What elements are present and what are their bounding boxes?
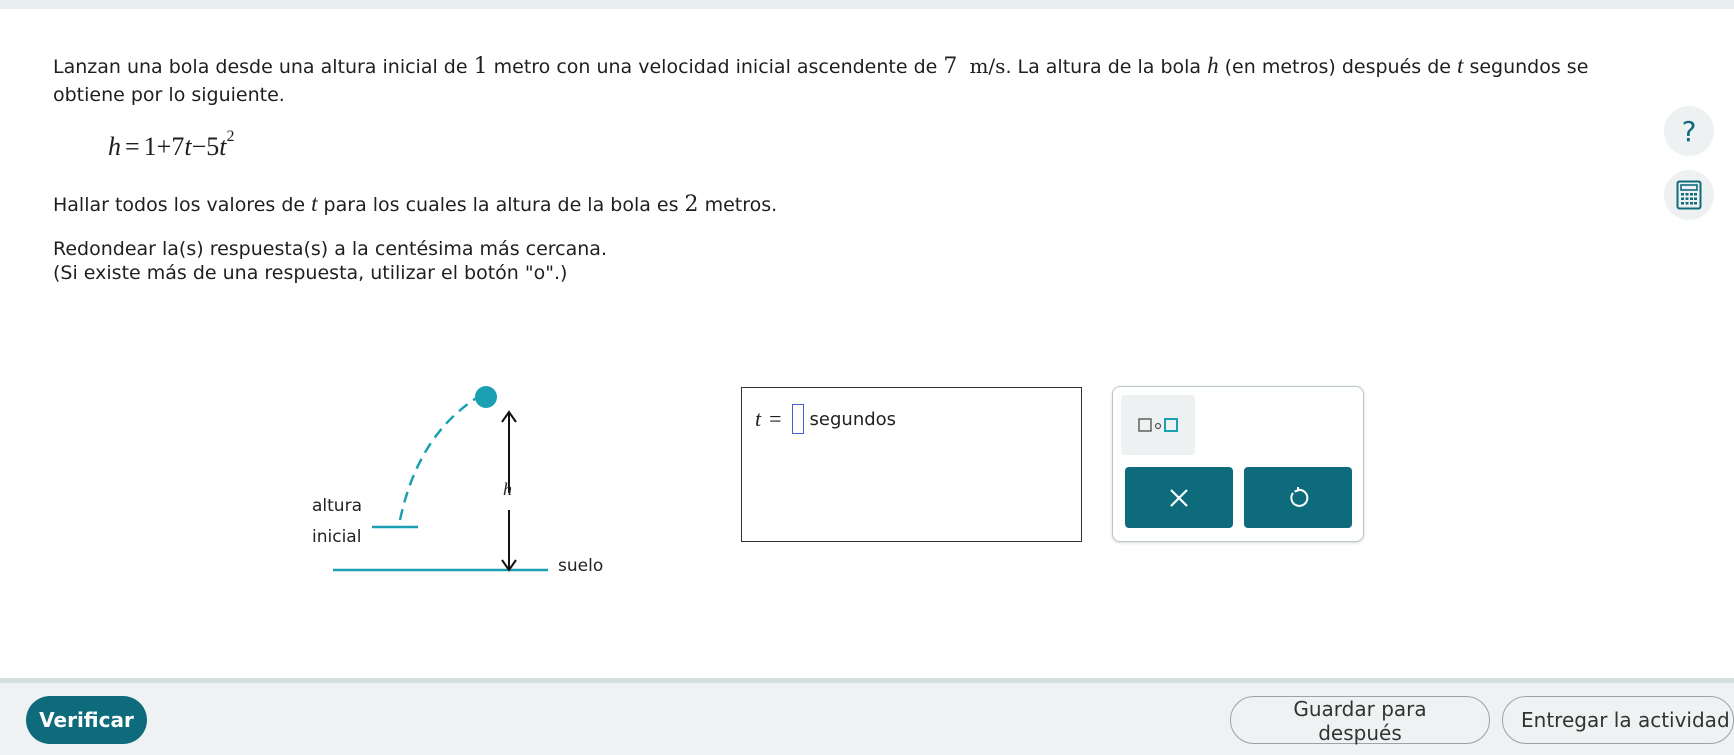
- verify-button[interactable]: Verificar: [26, 696, 147, 744]
- top-bar: [0, 0, 1734, 9]
- answer-unit: segundos: [809, 408, 897, 430]
- problem-text: (en metros) después de: [1218, 56, 1458, 78]
- calculator-button[interactable]: [1664, 170, 1714, 220]
- label-ground: suelo: [558, 556, 604, 576]
- trajectory-illustration: [300, 375, 630, 585]
- ball: [475, 386, 497, 408]
- undo-icon: [1286, 486, 1310, 510]
- initial-height-value: 1: [473, 54, 488, 79]
- calculator-icon: [1676, 180, 1702, 210]
- problem-text: . La altura de la bola: [1005, 56, 1208, 78]
- formula-lhs: h: [108, 132, 121, 161]
- formula-term: t: [219, 132, 227, 161]
- variable-h: h: [1207, 53, 1219, 78]
- variable-t: t: [1457, 53, 1464, 78]
- submit-activity-button[interactable]: Entregar la actividad: [1502, 696, 1734, 744]
- formula-term: t: [184, 132, 192, 161]
- question-text: metros.: [698, 194, 778, 216]
- question-text: para los cuales la altura de la bola es: [317, 194, 685, 216]
- help-icon: ?: [1681, 114, 1697, 148]
- label-initial-height: altura: [312, 496, 362, 516]
- problem-text: metro con una velocidad inicial ascendente de: [487, 56, 944, 78]
- clear-button[interactable]: [1125, 467, 1233, 528]
- formula-term: 1+7: [143, 132, 185, 161]
- undo-button[interactable]: [1244, 467, 1352, 528]
- formula-equals: =: [125, 132, 140, 161]
- ball-diagram: [300, 375, 630, 585]
- instructions: [53, 237, 607, 285]
- height-formula: [108, 128, 235, 162]
- answer-input[interactable]: [792, 404, 804, 434]
- answer-variable: t: [755, 406, 762, 431]
- problem-statement: [53, 52, 1613, 109]
- instruction-line: (Si existe más de una respuesta, utilizar el botón "o".): [53, 262, 568, 284]
- problem-text: Lanzan una bola desde una altura inicial de: [53, 56, 474, 78]
- answer-equals: =: [769, 406, 782, 431]
- answer-line: [755, 404, 896, 434]
- trajectory-path: [400, 397, 478, 520]
- formula-exponent: 2: [226, 128, 235, 146]
- question-text: Hallar todos los valores de: [53, 194, 312, 216]
- save-for-later-button[interactable]: Guardar para después: [1230, 696, 1490, 744]
- help-button[interactable]: [1664, 106, 1714, 156]
- velocity-unit: m/s: [969, 54, 1006, 78]
- answer-area: [741, 387, 1082, 542]
- or-button[interactable]: [1121, 395, 1195, 455]
- label-initial-height: inicial: [312, 527, 362, 547]
- box-or-box-icon: [1138, 417, 1178, 433]
- variable-t: t: [311, 191, 318, 216]
- target-height-value: 2: [684, 192, 699, 217]
- formula-term: −5: [191, 132, 220, 161]
- label-h: h: [503, 479, 512, 499]
- instruction-line: Redondear la(s) respuesta(s) a la centésima más cercana.: [53, 238, 607, 260]
- question: [53, 190, 777, 219]
- problem-text: segundos se obtiene por lo siguiente.: [53, 56, 1589, 106]
- close-icon: [1168, 487, 1190, 509]
- math-toolbar: [1112, 386, 1364, 542]
- velocity-value: 7: [943, 54, 958, 79]
